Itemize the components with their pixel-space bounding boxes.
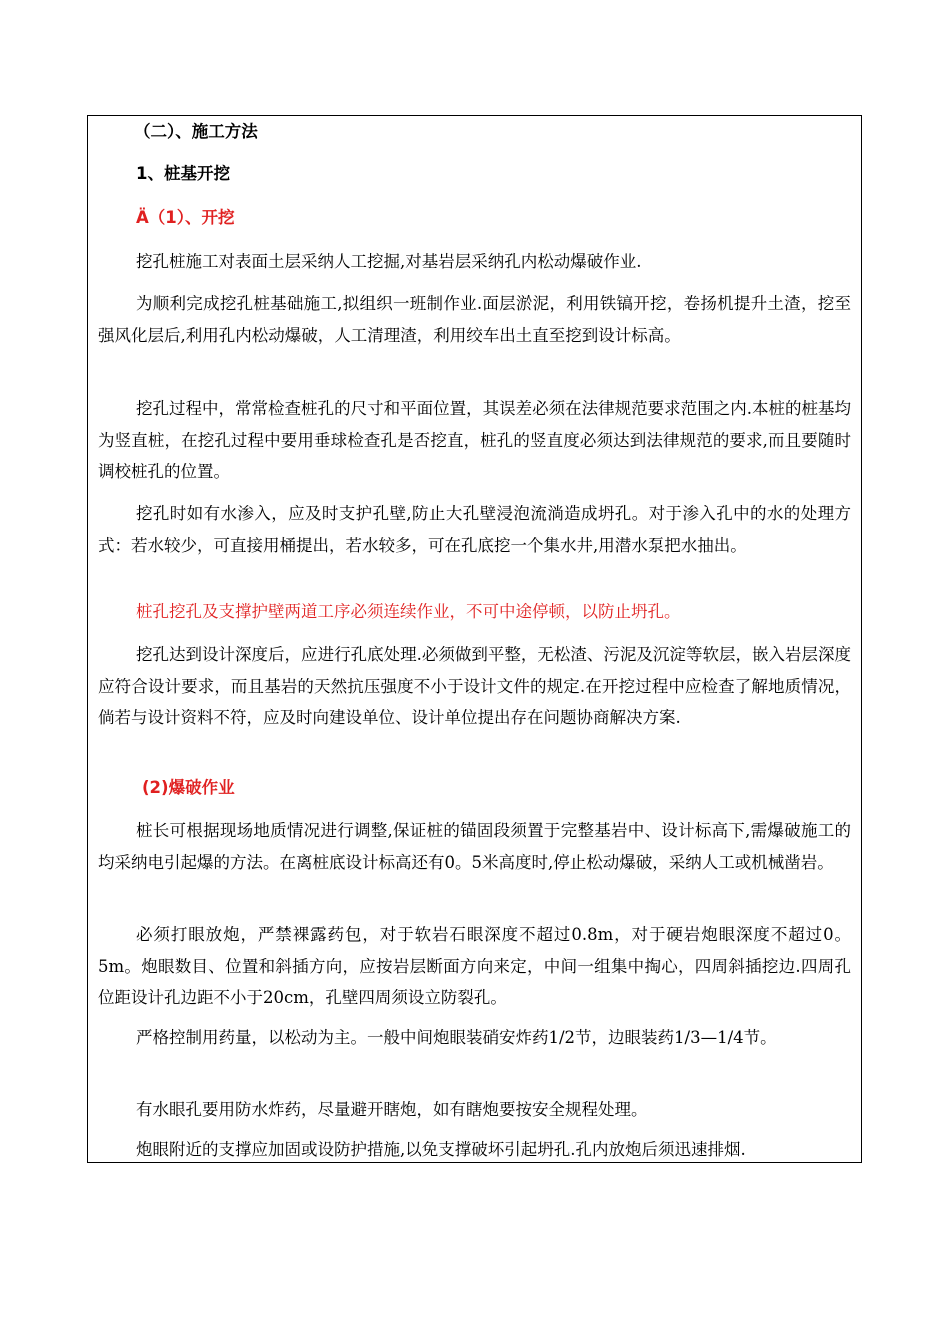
- section-heading: （二）、施工方法: [134, 122, 258, 141]
- paragraph: 挖孔达到设计深度后，应进行孔底处理.必须做到平整，无松渣、污泥及沉淀等软层，嵌入岩层深度应符合设计要求，而且基岩的天然抗压强度不小于设计文件的规定.在开挖过程中应检查了解地质情况，倘若与设计资料不符，应及时向建设单位、设计单位提出存在问题协商解决方案.: [98, 645, 851, 727]
- paragraph: 挖孔时如有水渗入，应及时支护孔壁,防止大孔壁浸泡流淌造成坍孔。对于渗入孔中的水的处理方式：若水较少，可直接用桶提出，若水较多，可在孔底挖一个集水井,用潜水泵把水抽出。: [98, 504, 851, 555]
- paragraph: 严格控制用药量，以松动为主。一般中间炮眼装硝安炸药1/2节，边眼装药1/3—1/4节。: [136, 1028, 777, 1047]
- subsection-heading: 1、桩基开挖: [136, 164, 230, 183]
- warning-paragraph: 桩孔挖孔及支撑护壁两道工序必须连续作业，不可中途停顿，以防止坍孔。: [136, 602, 681, 621]
- paragraph: 桩长可根据现场地质情况进行调整,保证桩的锚固段须置于完整基岩中、设计标高下,需爆破施工的均采纳电引起爆的方法。在离桩底设计标高还有0。5米高度时,停止松动爆破，采纳人工或机械凿岩。: [98, 821, 851, 872]
- paragraph: 有水眼孔要用防水炸药，尽量避开瞎炮，如有瞎炮要按安全规程处理。: [136, 1100, 648, 1119]
- paragraph: 挖孔过程中，常常检查桩孔的尺寸和平面位置，其误差必须在法律规范要求范围之内.本桩的桩基均为竖直桩，在挖孔过程中要用垂球检查孔是否挖直，桩孔的竖直度必须达到法律规范的要求,而且要随时调校桩孔的位置。: [98, 399, 851, 481]
- paragraph: 炮眼附近的支撑应加固或设防护措施,以免支撑破坏引起坍孔.孔内放炮后须迅速排烟.: [136, 1140, 746, 1159]
- item-heading-blasting: (2)爆破作业: [142, 778, 235, 797]
- paragraph: 必须打眼放炮，严禁裸露药包，对于软岩石眼深度不超过0.8m，对于硬岩炮眼深度不超过0。5m。炮眼数目、位置和斜插方向，应按岩层断面方向来定，中间一组集中掏心，四周斜插挖边.四周孔位距设计孔边距不小于20cm，孔壁四周须设立防裂孔。: [98, 925, 851, 1007]
- paragraph: 为顺利完成挖孔桩基础施工,拟组织一班制作业.面层淤泥，利用铁镐开挖，卷扬机提升土渣，挖至强风化层后,利用孔内松动爆破，人工清理渣，利用绞车出土直至挖到设计标高。: [98, 294, 851, 345]
- item-heading-excavation: Ä（1）、开挖: [136, 208, 235, 227]
- paragraph: 挖孔桩施工对表面土层采纳人工挖掘,对基岩层采纳孔内松动爆破作业.: [136, 252, 642, 271]
- document-frame: [87, 115, 862, 1163]
